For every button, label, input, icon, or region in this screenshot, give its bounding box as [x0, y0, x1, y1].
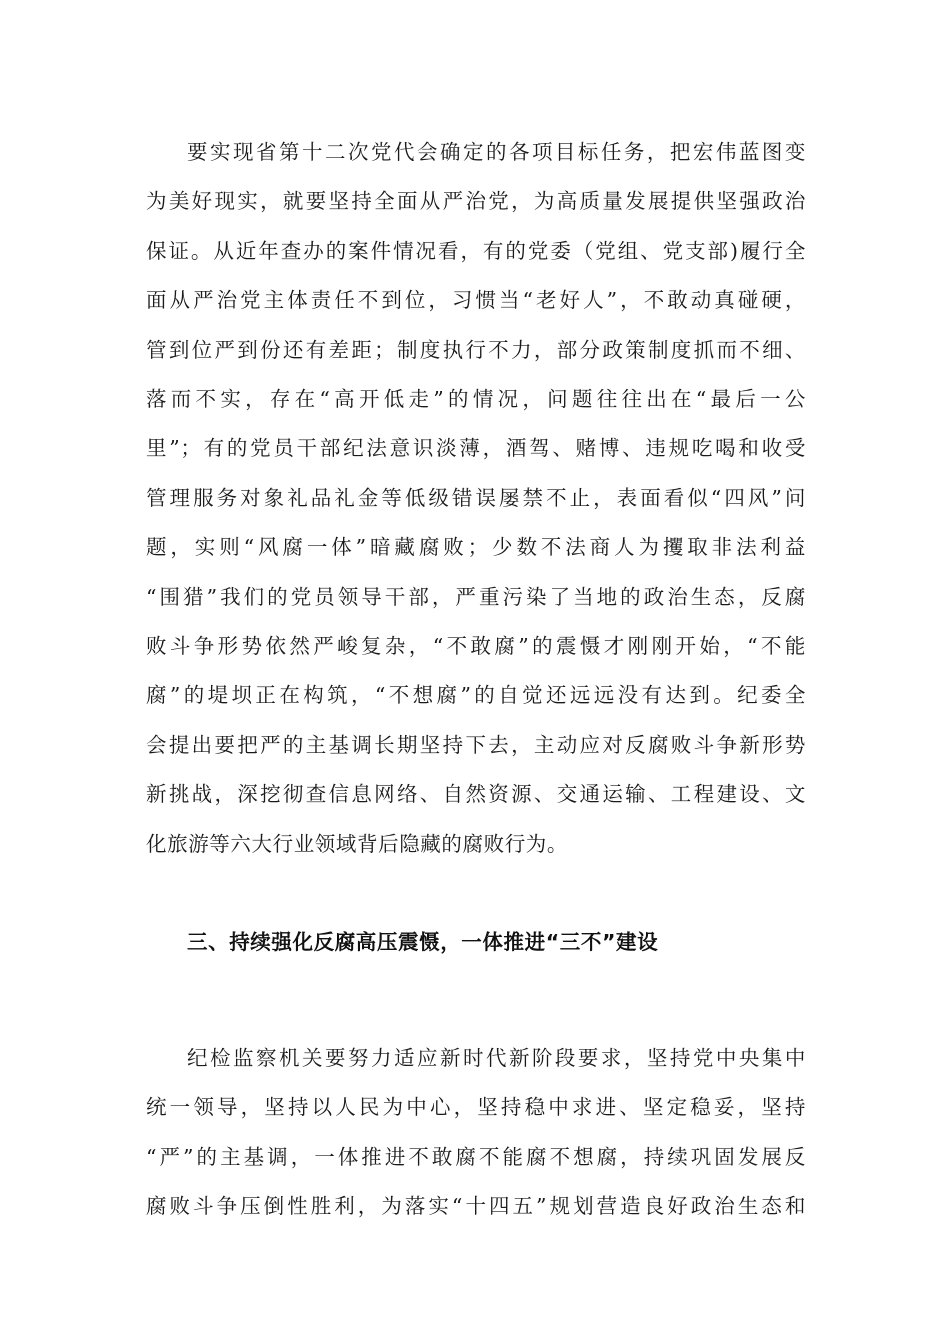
paragraph-1-line: 管理服务对象礼品礼金等低级错误屡禁不止，表面看似“四风”问: [146, 485, 806, 510]
paragraph-2-line: 纪检监察机关要努力适应新时代新阶段要求，坚持党中央集中: [187, 1046, 806, 1070]
paragraph-1-line: 要实现省第十二次党代会确定的各项目标任务，把宏伟蓝图变: [187, 140, 806, 164]
paragraph-1-line: 管到位严到份还有差距；制度执行不力，部分政策制度抓而不细、: [146, 337, 806, 362]
paragraph-2-line: 统一领导，坚持以人民为中心，坚持稳中求进、坚定稳妥，坚持: [146, 1095, 806, 1120]
paragraph-1-line: 题，实则“风腐一体”暗藏腐败；少数不法商人为攫取非法利益: [146, 535, 806, 560]
paragraph-2-line: “严”的主基调，一体推进不敢腐不能腐不想腐，持续巩固发展反: [146, 1144, 806, 1169]
paragraph-1-line: 面从严治党主体责任不到位，习惯当“老好人”，不敢动真碰硬，: [146, 288, 806, 313]
paragraph-1-line: 化旅游等六大行业领域背后隐藏的腐败行为。: [146, 831, 568, 856]
paragraph-2: [146, 1034, 806, 1232]
section-heading: 三、持续强化反腐高压震慑，一体推进“三不”建设: [187, 930, 659, 954]
paragraph-1-line: 会提出要把严的主基调长期坚持下去，主动应对反腐败斗争新形势: [146, 732, 806, 757]
paragraph-1-line: 里”；有的党员干部纪法意识淡薄，酒驾、赌博、违规吃喝和收受: [146, 436, 806, 461]
paragraph-1-line: 腐”的堤坝正在构筑，“不想腐”的自觉还远远没有达到。纪委全: [146, 683, 806, 708]
paragraph-1: [146, 128, 806, 869]
paragraph-1-line: “围猎”我们的党员领导干部，严重污染了当地的政治生态，反腐: [146, 584, 806, 609]
paragraph-1-line: 新挑战，深挖彻查信息网络、自然资源、交通运输、工程建设、文: [146, 782, 806, 807]
paragraph-1-line: 为美好现实，就要坚持全面从严治党，为高质量发展提供坚强政治: [146, 189, 806, 214]
paragraph-2-line: 腐败斗争压倒性胜利，为落实“十四五”规划营造良好政治生态和: [146, 1194, 806, 1219]
paragraph-1-line: 落而不实，存在“高开低走”的情况，问题往往出在“最后一公: [146, 387, 806, 412]
paragraph-1-line: 保证。从近年查办的案件情况看，有的党委（党组、党支部)履行全: [146, 238, 806, 263]
paragraph-1-line: 败斗争形势依然严峻复杂，“不敢腐”的震慑才刚刚开始，“不能: [146, 634, 806, 659]
